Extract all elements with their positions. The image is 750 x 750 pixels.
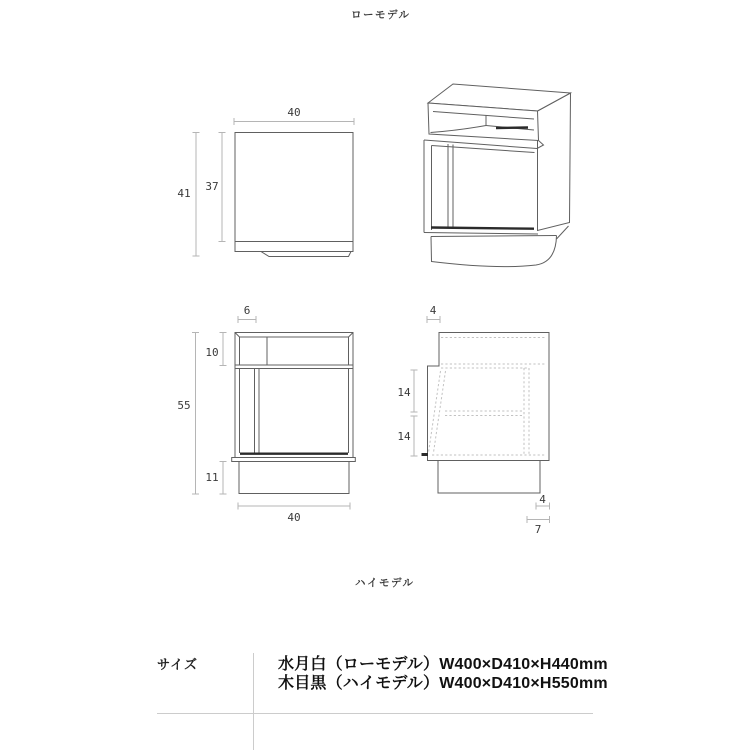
dim-label-base-inset: 4 [539, 493, 546, 506]
size-row-low-model: 水月白（ローモデル）W400×D410×H440mm [278, 656, 608, 673]
dim-high-front-slot-width [238, 304, 256, 323]
dim-high-side-base-depth [527, 516, 550, 536]
dim-low-front-inner-height [205, 133, 225, 242]
low-front-outline [235, 133, 353, 257]
size-header: サイズ [157, 657, 198, 672]
dim-label-high-width: 40 [287, 511, 301, 524]
high-model-side-view [397, 304, 549, 536]
dim-label-low-total-height: 41 [177, 187, 191, 200]
dim-label-high-total-height: 55 [177, 399, 191, 412]
high-front-outline [232, 333, 356, 494]
size-row-high-model: 木目黒（ハイモデル）W400×D410×H550mm [278, 674, 608, 692]
dim-low-front-width [234, 106, 354, 125]
table-divider-vertical [253, 653, 254, 750]
size-rows [278, 656, 608, 693]
dim-high-side-lower-section [397, 416, 417, 456]
dim-label-shelf-height: 10 [205, 346, 219, 359]
dim-high-front-width [238, 503, 350, 525]
dim-label-base-height: 11 [205, 471, 219, 484]
dim-label-base-depth: 7 [534, 523, 542, 536]
high-model-label: ハイモデル [355, 577, 415, 589]
dim-high-side-top-overhang [427, 304, 440, 323]
dim-label-upper-section: 14 [397, 386, 411, 399]
dim-high-side-base-inset [536, 493, 550, 510]
high-side-hidden-lines [429, 338, 547, 456]
dim-low-front-total-height [177, 133, 199, 257]
dim-high-front-total-height [177, 333, 199, 495]
low-model-3d-view [424, 84, 571, 267]
dim-label-low-inner-height: 37 [205, 180, 219, 193]
dim-label-top-overhang: 4 [429, 304, 437, 317]
high-model-front-view [177, 304, 355, 524]
dim-high-side-upper-section [397, 370, 417, 412]
table-divider-horizontal [157, 713, 593, 714]
dim-label-slot-width: 6 [243, 304, 251, 317]
low-model-label: ローモデル [351, 9, 411, 21]
low-model-front-view [177, 106, 354, 257]
dim-high-front-base-height [205, 462, 226, 495]
low-3d-base [431, 226, 569, 267]
dim-label-lower-section: 14 [397, 430, 411, 443]
dim-label-low-width: 40 [287, 106, 301, 119]
dim-high-front-shelf-height [205, 333, 226, 366]
